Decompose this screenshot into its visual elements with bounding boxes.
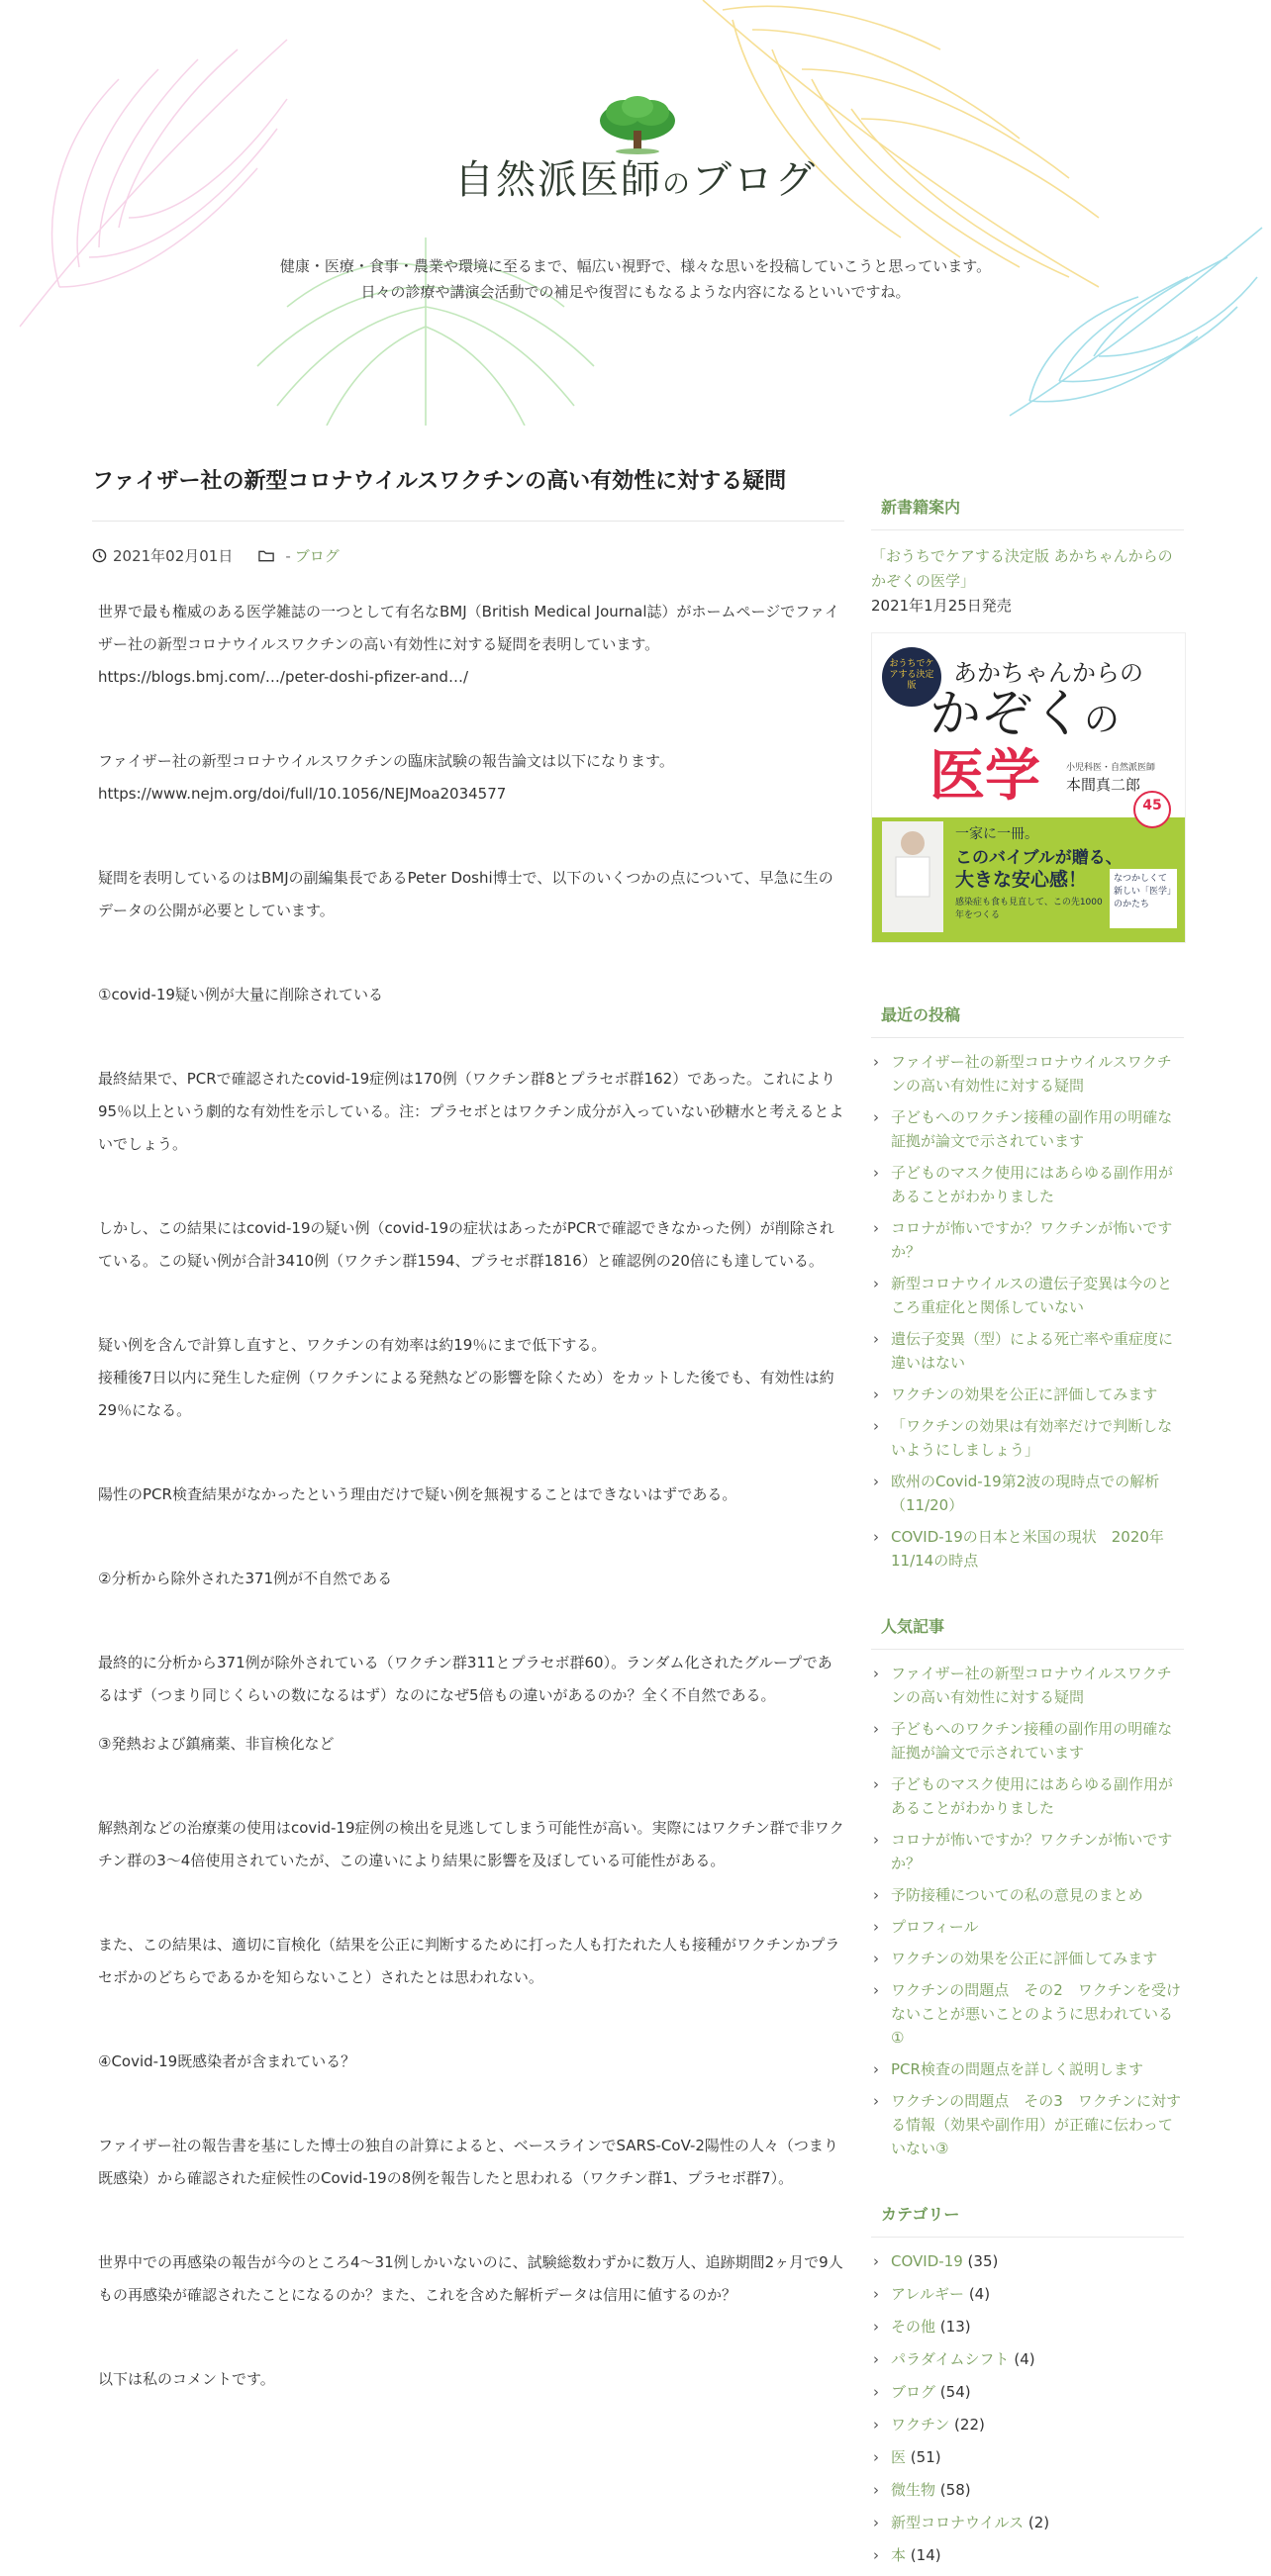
list-item — [871, 1947, 1184, 1970]
recent-post-link[interactable]: 欧州のCovid-19第2波の現時点での解析（11/20） — [891, 1473, 1160, 1514]
categories-title: カテゴリー — [871, 2202, 1184, 2238]
paragraph: 最終結果で、PCRで確認されたcovid-19症例は170例（ワクチン群8とプラセボ群162）であった。これにより95％以上という劇的な有効性を示している。注：プラセボとはワクチン成分が入っていない砂糖水と考えるとよいでしょう。 — [98, 1070, 844, 1153]
chevron-right-icon: › — [873, 1053, 879, 1071]
site-title-main: 自然派医師 — [453, 157, 662, 203]
paragraph: また、この結果は、適切に盲検化（結果を公正に判断するために打った人も打たれた人も接種がワクチンかプラセボかのどちらであるかを知らないこと）されたとは思われない。 — [98, 1936, 840, 1986]
popular-post-link[interactable]: ワクチンの効果を公正に評価してみます — [891, 1950, 1158, 1967]
chevron-right-icon: › — [873, 1775, 879, 1793]
chevron-right-icon: › — [873, 2285, 879, 2303]
post-date: 2021年02月01日 — [113, 547, 234, 565]
recent-post-link[interactable]: 「ワクチンの効果は有効率だけで判断しないようにしましょう」 — [891, 1417, 1173, 1459]
bmj-link[interactable]: https://blogs.bmj.com/…/peter-doshi-pfizer-and…/ — [98, 668, 468, 686]
chevron-right-icon: › — [873, 2416, 879, 2433]
popular-post-link[interactable]: 子どものマスク使用にはあらゆる副作用があることがわかりました — [891, 1775, 1174, 1817]
category-link[interactable]: 本 — [891, 2546, 907, 2564]
book-slogan-1: 一家に一冊。 — [955, 826, 1038, 842]
section-heading: ④Covid-19既感染者が含まれている？ — [98, 2052, 356, 2070]
paragraph: 世界で最も権威のある医学雑誌の一つとして有名なBMJ（British Medical Journal誌）がホームページでファイザー社の新型コロナウイルスワクチンの高い有効性に対する疑問を表明しています。 — [98, 603, 839, 653]
categories-widget — [871, 2202, 1184, 2567]
list-item — [871, 1772, 1184, 1820]
list-item — [871, 2089, 1184, 2160]
blue-feather-decoration — [1000, 218, 1267, 426]
recent-post-link[interactable]: COVID-19の日本と米国の現状 2020年11/14の時点 — [891, 1528, 1164, 1570]
chevron-right-icon: › — [873, 1981, 879, 1999]
list-item — [871, 2057, 1184, 2081]
recent-post-link[interactable]: コロナが怖いですか？ワクチンが怖いですか？ — [891, 1219, 1173, 1261]
paragraph: 解熱剤などの治療薬の使用はcovid-19症例の検出を見逃してしまう可能性が高い。実際にはワクチン群で非ワクチン群の3～4倍使用されていたが、この違いにより結果に影響を及ぼしている可能性がある。 — [98, 1819, 844, 1869]
book-link[interactable]: 「おうちでケアする決定版 あかちゃんからのかぞくの医学」 — [871, 547, 1173, 590]
recent-post-link[interactable]: 遺伝子変異（型）による死亡率や重症度に違いはない — [891, 1330, 1174, 1372]
chevron-right-icon: › — [873, 2092, 879, 2110]
chevron-right-icon: › — [873, 1918, 879, 1936]
recent-post-link[interactable]: ワクチンの効果を公正に評価してみます — [891, 1385, 1158, 1403]
category-count: (51) — [910, 2448, 941, 2466]
book-cover-top: あかちゃんからの — [953, 659, 1143, 687]
paragraph: 最終的に分析から371例が除外されている（ワクチン群311とプラセボ群60）。ランダム化されたグループであるはず（つまり同じくらいの数になるはず）なのになぜ5倍もの違いがあるのか？全く不自然である。 — [98, 1654, 832, 1704]
popular-post-link[interactable]: ワクチンの問題点 その3 ワクチンに対する情報（効果や副作用）が正確に伝わっていない③ — [891, 2092, 1182, 2157]
list-item — [871, 1383, 1184, 1406]
list-item — [871, 1161, 1184, 1208]
book-release-date: 2021年1月25日発売 — [871, 597, 1012, 615]
list-item — [871, 1216, 1184, 1264]
paragraph: 以下は私のコメントです。 — [98, 2370, 275, 2388]
category-count: (13) — [939, 2318, 971, 2336]
chevron-right-icon: › — [873, 2546, 879, 2564]
paragraph: ファイザー社の報告書を基にした博士の独自の計算によると、ベースラインでSARS-CoV-2陽性の人々（つまり既感染）から確認された症候性のCovid-19の8例を報告したと思われる（ワクチン群1、プラセボ群7）。 — [98, 2137, 838, 2187]
list-item — [871, 2543, 1184, 2567]
site-title[interactable] — [0, 148, 1271, 205]
list-item — [871, 1525, 1184, 1573]
category-count: (22) — [954, 2416, 985, 2433]
tagline-line-1: 健康・医療・食事・農業や環境に至るまで、幅広い視野で、様々な思いを投稿していこうと思っています。 — [279, 257, 992, 275]
category-link[interactable]: 新型コロナウイルス — [891, 2514, 1025, 2531]
chevron-right-icon: › — [873, 1831, 879, 1849]
chevron-right-icon: › — [873, 2060, 879, 2078]
popular-post-link[interactable]: PCR検査の問題点を詳しく説明します — [891, 2060, 1143, 2078]
book-widget-title: 新書籍案内 — [871, 495, 1184, 530]
section-heading: ①covid-19疑い例が大量に削除されている — [98, 986, 383, 1003]
popular-posts-widget — [871, 1614, 1184, 2160]
category-count: (35) — [967, 2252, 999, 2270]
popular-posts-list — [871, 1662, 1184, 2160]
category-count: (58) — [939, 2481, 971, 2499]
list-item — [871, 1883, 1184, 1907]
site-title-particle: の — [661, 167, 692, 200]
chevron-right-icon: › — [873, 1417, 879, 1435]
site-header — [0, 0, 1271, 435]
section-heading: ③発熱および鎮痛薬、非盲検化など — [98, 1735, 335, 1753]
chevron-right-icon: › — [873, 1950, 879, 1967]
chevron-right-icon: › — [873, 2318, 879, 2336]
category-link[interactable]: COVID-19 — [891, 2252, 963, 2270]
post-meta — [92, 545, 844, 566]
book-author-role: 小児科医・自然派医師 — [1066, 763, 1156, 773]
popular-post-link[interactable]: プロフィール — [891, 1918, 979, 1936]
category-count: (2) — [1027, 2514, 1050, 2531]
list-item — [871, 1470, 1184, 1517]
recent-post-link[interactable]: 新型コロナウイルスの遺伝子変異は今のところ重症化と関係していない — [891, 1275, 1173, 1316]
chevron-right-icon: › — [873, 1219, 879, 1237]
chevron-right-icon: › — [873, 1528, 879, 1546]
popular-post-link[interactable]: ワクチンの問題点 その2 ワクチンを受けないことが悪いことのように思われている① — [891, 1981, 1182, 2047]
list-item — [871, 1105, 1184, 1153]
list-item — [871, 1327, 1184, 1375]
list-item — [871, 1272, 1184, 1319]
chevron-right-icon: › — [873, 2350, 879, 2368]
recent-posts-list — [871, 1050, 1184, 1573]
chevron-right-icon: › — [873, 1164, 879, 1182]
list-item — [871, 1915, 1184, 1939]
category-link[interactable]: 医 — [891, 2448, 907, 2466]
book-cover-main — [929, 685, 1120, 750]
list-item — [871, 2413, 1184, 2436]
paragraph: 陽性のPCR検査結果がなかったという理由だけで疑い例を無視することはできないはずである。 — [98, 1485, 737, 1503]
chevron-right-icon: › — [873, 1108, 879, 1126]
list-item — [871, 1828, 1184, 1875]
book-cover-image[interactable] — [871, 632, 1186, 943]
list-item — [871, 2511, 1184, 2534]
recent-posts-title: 最近の投稿 — [871, 1002, 1184, 1038]
section-heading: ②分析から除外された371例が不自然である — [98, 1570, 393, 1587]
chevron-right-icon: › — [873, 1665, 879, 1682]
site-tagline — [0, 253, 1271, 305]
list-item — [871, 2445, 1184, 2469]
list-item — [871, 1662, 1184, 1709]
category-count: (14) — [910, 2546, 941, 2564]
clock-icon — [92, 548, 107, 563]
list-item — [871, 2380, 1184, 2404]
chevron-right-icon: › — [873, 1720, 879, 1738]
recent-post-link[interactable]: 子どものマスク使用にはあらゆる副作用があることがわかりました — [891, 1164, 1174, 1205]
chevron-right-icon: › — [873, 1385, 879, 1403]
category-link[interactable]: アレルギー — [891, 2285, 965, 2303]
paragraph: 疑問を表明しているのはBMJの副編集長であるPeter Doshi博士で、以下のいくつかの点について、早急に生のデータの公開が必要としています。 — [98, 869, 833, 919]
list-item — [871, 1978, 1184, 2050]
category-link[interactable]: パラダイムシフト — [891, 2350, 1010, 2368]
paragraph: 世界中での再感染の報告が今のところ4～31例しかいないのに、試験総数わずかに数万人、追跡期間2ヶ月で9人もの再感染が確認されたことになるのか？また、これを含めた解析データは信用に値するのか？ — [98, 2253, 843, 2304]
post-title: ファイザー社の新型コロナウイルスワクチンの高い有効性に対する疑問 — [92, 465, 844, 522]
chevron-right-icon: › — [873, 1886, 879, 1904]
recent-post-link[interactable]: 子どもへのワクチン接種の副作用の明確な証拠が論文で示されています — [891, 1108, 1173, 1150]
chevron-right-icon: › — [873, 1473, 879, 1490]
post-category-link[interactable]: ブログ — [294, 547, 340, 565]
chevron-right-icon: › — [873, 1275, 879, 1292]
book-cover-note: なつかしくて新しい「医学」のかたち — [1114, 874, 1172, 909]
recent-posts-widget — [871, 1002, 1184, 1573]
recent-post-link[interactable]: ファイザー社の新型コロナウイルスワクチンの高い有効性に対する疑問 — [891, 1053, 1172, 1095]
popular-post-link[interactable]: コロナが怖いですか？ワクチンが怖いですか？ — [891, 1831, 1173, 1872]
list-item — [871, 2249, 1184, 2273]
book-badge-text: おうちでケアする決定版 — [889, 659, 934, 691]
nejm-link[interactable]: https://www.nejm.org/doi/full/10.1056/NEJMoa2034577 — [98, 785, 507, 803]
paragraph: ファイザー社の新型コロナウイルスワクチンの臨床試験の報告論文は以下になります。 — [98, 752, 674, 770]
categories-list — [871, 2249, 1184, 2567]
list-item — [871, 1414, 1184, 1462]
list-item — [871, 2347, 1184, 2371]
chevron-right-icon: › — [873, 2514, 879, 2531]
sidebar — [871, 495, 1184, 2576]
list-item — [871, 2282, 1184, 2306]
book-cover-title-red: 医学 — [929, 743, 1040, 809]
list-item — [871, 2315, 1184, 2338]
book-cover-sub: 感染症も食も見直して、この先1000年をつくる — [955, 898, 1103, 920]
site-title-end: ブログ — [692, 157, 817, 203]
paragraph: 疑い例を含んで計算し直すと、ワクチンの有効率は約19％にまで低下する。 — [98, 1336, 607, 1354]
book-slogan-2: このバイブルが贈る、 — [955, 848, 1123, 868]
book-years-badge: 45 — [1142, 798, 1162, 813]
list-item — [871, 1050, 1184, 1097]
book-widget — [871, 495, 1184, 943]
chevron-right-icon: › — [873, 1330, 879, 1348]
folder-icon — [258, 549, 275, 563]
category-link[interactable]: その他 — [891, 2318, 936, 2336]
category-link[interactable]: 微生物 — [891, 2481, 936, 2499]
category-link[interactable]: ブログ — [891, 2383, 936, 2401]
popular-post-link[interactable]: ファイザー社の新型コロナウイルスワクチンの高い有効性に対する疑問 — [891, 1665, 1172, 1706]
list-item — [871, 2478, 1184, 2502]
list-item — [871, 1717, 1184, 1765]
chevron-right-icon: › — [873, 2481, 879, 2499]
book-author: 本間真二郎 — [1066, 776, 1141, 794]
chevron-right-icon: › — [873, 2383, 879, 2401]
category-prefix: - — [285, 546, 291, 565]
book-cover-main-2: の — [1084, 700, 1121, 740]
article — [92, 465, 844, 2396]
book-cover-main-1: かぞく — [929, 685, 1085, 744]
popular-post-link[interactable]: 子どもへのワクチン接種の副作用の明確な証拠が論文で示されています — [891, 1720, 1173, 1762]
chevron-right-icon: › — [873, 2252, 879, 2270]
post-body — [92, 596, 844, 2396]
category-count: (4) — [968, 2285, 991, 2303]
category-count: (54) — [939, 2383, 971, 2401]
category-link[interactable]: ワクチン — [891, 2416, 950, 2433]
tree-logo-icon — [596, 95, 679, 154]
chevron-right-icon: › — [873, 2448, 879, 2466]
paragraph: しかし、この結果にはcovid-19の疑い例（covid-19の症状はあったがPCRで確認できなかった例）が削除されている。この疑い例が合計3410例（ワクチン群1594、プラセボ群1816）と確認例の20倍にも達している。 — [98, 1219, 834, 1270]
tagline-line-2: 日々の診療や講演会活動での補足や復習にもなるような内容になるといいですね。 — [360, 283, 911, 301]
popular-post-link[interactable]: 予防接種についての私の意見のまとめ — [891, 1886, 1143, 1904]
popular-posts-title: 人気記事 — [871, 1614, 1184, 1650]
category-count: (4) — [1014, 2350, 1035, 2368]
book-slogan-3: 大きな安心感！ — [955, 869, 1088, 891]
paragraph: 接種後7日以内に発生した症例（ワクチンによる発熱などの影響を除くため）をカットした後でも、有効性は約29％になる。 — [98, 1369, 834, 1419]
